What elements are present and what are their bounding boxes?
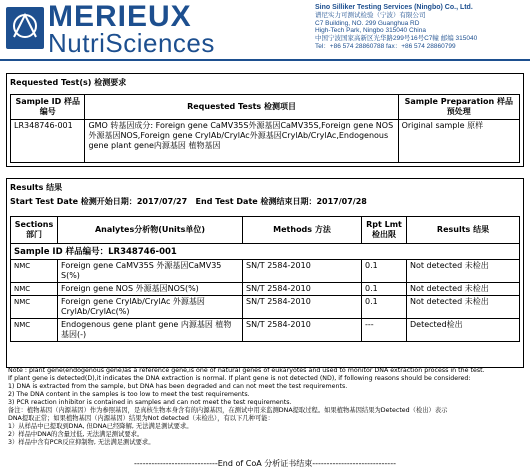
cell-result: Not detected 未检出 [407,260,520,283]
cell-analyte: Foreign gene CaMV35S 外源基因CaMV35 S(%) [58,260,243,283]
table-row [11,296,520,319]
note-line: 2）样品中DNA的含量过低, 无法满足测试要求。 [8,431,144,438]
table-row [11,319,520,342]
cell-section: NMC [11,296,58,319]
cell-limit: 0.1 [362,260,407,283]
cell-result: Not detected 未检出 [407,283,520,296]
cell-analyte: Foreign gene NOS 外源基因NOS(%) [58,283,243,296]
cell-method: SN/T 2584-2010 [243,283,362,296]
table-row [11,260,520,283]
cell-section: NMC [11,319,58,342]
col-sections: Sections 部门 [11,217,58,244]
table-header-row [11,95,520,120]
cell-tests: GMO 转基因成分: Foreign gene CaMV35S外源基因CaMV35S,Foreign gene NOS外源基因NOS,Foreign gene CrylAb/CrylAc外源基因CrylAb/CrylAc,Endogenous gene plant gene内源基因 植物基因 [85,120,398,163]
cell-result: Detected检出 [407,319,520,342]
table-header-row [11,217,520,244]
address-line-cn: 中国宁波国家高新区光华路299号16号C7幢 邮编 315040 [315,35,478,43]
results-title: Results 结果 [10,183,63,192]
test-dates [10,196,367,207]
header-divider [0,59,530,61]
cell-analyte: Endogenous gene plant gene 内源基因 植物基因(-) [58,319,243,342]
cell-limit: 0.1 [362,296,407,319]
note-line: If plant gene is detected(D),it indicates the DNA extraction is normal. If plant gene is not detected (ND), if following reasons should be considered: [8,375,471,382]
contact-line: Tel：+86 574 28860788 fax：+86 574 28860799 [315,42,456,50]
cell-section: NMC [11,260,58,283]
col-analytes: Analytes分析物(Units单位) [58,217,243,244]
cell-section: NMC [11,283,58,296]
note-line: 2) The DNA content in the samples is too low to meet the test requirements. [8,391,250,398]
sample-id-row [11,244,520,260]
cell-limit: --- [362,319,407,342]
logo-text-nutrisciences: NutriSciences [48,28,215,58]
note-line: 3）样品中含有PCR反应抑制物, 无法满足测试要求。 [8,439,155,446]
requested-tests-title: Requested Test(s) 检测要求 [10,78,127,87]
note-line: DNA提取正常；如果植物基因（内源基因）结果为Not detected（未检出），有以下几种可能： [8,415,274,422]
table-row [11,283,520,296]
logo-text-merieux: MERIEUX [48,0,192,33]
cell-method: SN/T 2584-2010 [243,296,362,319]
col-sample-prep: Sample Preparation 样品预处理 [398,95,519,120]
start-date-label: Start Test Date 检测开始日期： [10,197,137,206]
note-line: 3) PCR reaction inhibitor is contained in samples and can not meet the test requirements. [8,399,292,406]
col-sample-id: Sample ID 样品编号 [11,95,85,120]
cell-sample-id: LR348746-001 [11,120,85,163]
note-line: 备注：植物基因（内源基因）作为参照基因，是真核生物本身含有的内源基因，在测试中用来监测DNA提取过程。如果植物基因结果为Detected（检出）表示 [8,407,448,414]
cell-analyte: Foreign gene CrylAb/CrylAc 外源基因CrylAb/CrylAc(%) [58,296,243,319]
note-line: 1）从样品中已提取到DNA, 但DNA已经降解, 无法满足测试要求。 [8,423,193,430]
cell-method: SN/T 2584-2010 [243,319,362,342]
notes-block [8,367,528,447]
address-line: C7 Building, NO. 299 Guanghua RD [315,19,420,27]
note-line: Note : plant gene(endogenous gene)as a reference gene,is one of natural genes of eukaryotes and used to monitor DNA extraction process in the test. [8,367,485,374]
note-line: 1) DNA is extracted from the sample, but DNA has been degraded and can not meet the test requirements. [8,383,348,390]
end-of-coa-text: End of CoA 分析证书结束 [217,459,313,468]
company-address [315,4,530,51]
cell-method: SN/T 2584-2010 [243,260,362,283]
results-section [6,178,524,368]
results-table [10,216,520,342]
end-date-label: End Test Date 检测结束日期： [195,197,317,206]
requested-tests-section [6,73,524,167]
address-line: High-Tech Park, Ningbo 315040 China [315,27,426,35]
start-date-value: 2017/07/27 [136,197,188,206]
end-date-value: 2017/07/28 [316,197,367,206]
company-name-cn: 谱尼实力可测试检验（宁波）有限公司 [315,11,426,19]
col-rpt-lmt: Rpt Lmt 检出限 [362,217,407,244]
col-methods: Methods 方法 [243,217,362,244]
sample-id-heading: Sample ID 样品编号：LR348746-001 [11,244,520,260]
merieux-logo [6,0,276,58]
col-requested-tests: Requested Tests 检测项目 [85,95,398,120]
logo-badge-icon [6,7,44,49]
table-row [11,120,520,163]
requested-tests-table [10,94,520,163]
cell-limit: 0.1 [362,283,407,296]
cell-result: Not detected 未检出 [407,296,520,319]
end-of-coa: -----------------------------End of CoA 分析证书结束----------------------------- [134,459,396,468]
cell-prep: Original sample 原样 [398,120,519,163]
col-results: Results 结果 [407,217,520,244]
company-name: Sino Silliker Testing Services (Ningbo) Co., Ltd. [315,4,473,11]
